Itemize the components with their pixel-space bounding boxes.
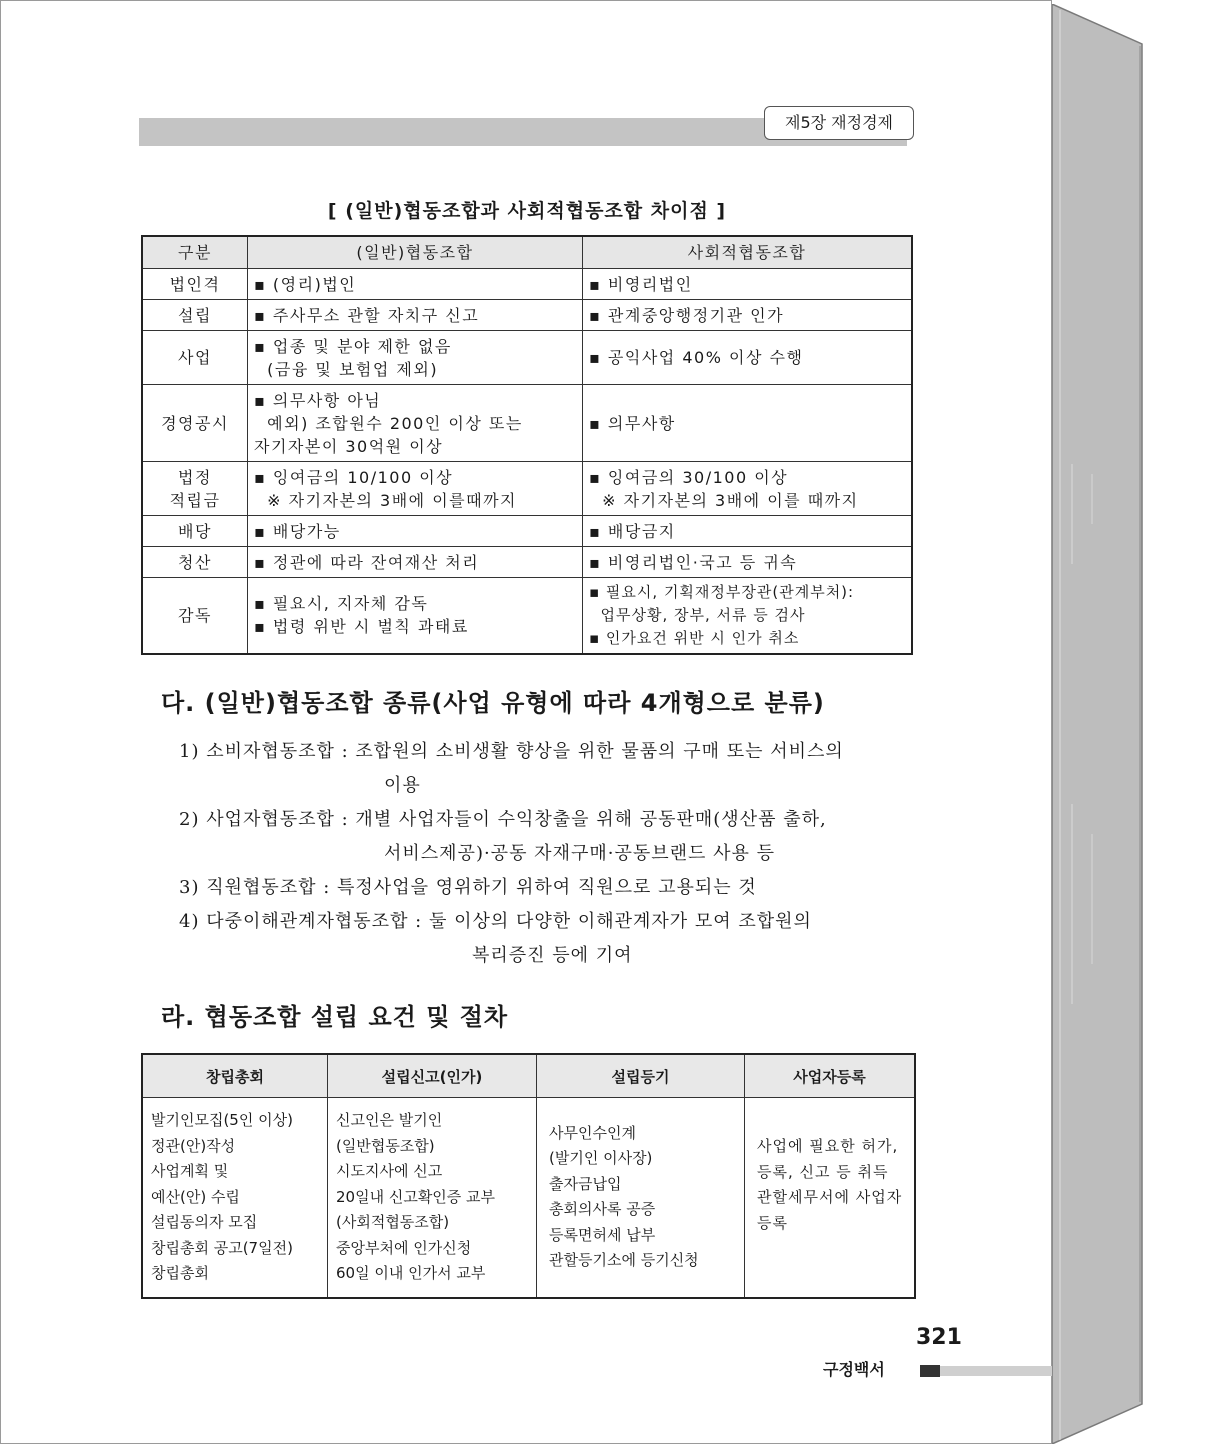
social-cell: ▪ 관계중앙행정기관 인가 bbox=[583, 300, 913, 331]
row-label: 배당 bbox=[142, 516, 248, 547]
general-cell: ▪ 잉여금의 10/100 이상 ※ 자기자본의 3배에 이를때까지 bbox=[248, 462, 583, 516]
incorporation-registry-steps: 사무인수인계 (발기인 이사장) 출자금납입 총회의사록 공증 등록면허세 납부 관할등기소에 등기신청 bbox=[537, 1098, 745, 1298]
list-item: 3) 직원협동조합 : 특정사업을 영위하기 위하여 직원으로 고용되는 것 bbox=[179, 877, 757, 898]
list-item-continuation: 복리증진 등에 기여 bbox=[472, 945, 633, 966]
social-cell: ▪ 비영리법인·국고 등 귀속 bbox=[583, 547, 913, 578]
general-cell: ▪ 필요시, 지자체 감독 ▪ 법령 위반 시 벌칙 과태료 bbox=[248, 578, 583, 654]
row-label: 감독 bbox=[142, 578, 248, 654]
row-label: 법인격 bbox=[142, 269, 248, 300]
table-row bbox=[142, 269, 912, 300]
row-label: 청산 bbox=[142, 547, 248, 578]
general-cell: ▪ 의무사항 아님 예외) 조합원수 200인 이상 또는 자기자본이 30억원 이상 bbox=[248, 385, 583, 462]
list-item-continuation: 이용 bbox=[384, 775, 421, 796]
business-registration-steps: 사업에 필요한 허가, 등록, 신고 등 취득 관할세무서에 사업자 등록 bbox=[745, 1098, 916, 1298]
row-label: 설립 bbox=[142, 300, 248, 331]
social-cell: ▪ 의무사항 bbox=[583, 385, 913, 462]
footer-marker bbox=[920, 1365, 940, 1377]
list-item: 1) 소비자협동조합 : 조합원의 소비생활 향상을 위한 물품의 구매 또는 서비스의 bbox=[179, 741, 844, 762]
section-title-ra: 라. 협동조합 설립 요건 및 절차 bbox=[161, 1003, 509, 1031]
procedure-header-row bbox=[142, 1054, 915, 1098]
general-cell: ▪ 배당가능 bbox=[248, 516, 583, 547]
table-row bbox=[142, 462, 912, 516]
page-number: 321 bbox=[916, 1325, 962, 1350]
general-cell: ▪ 주사무소 관할 자치구 신고 bbox=[248, 300, 583, 331]
procedure-row bbox=[142, 1098, 915, 1298]
list-item-continuation: 서비스제공)·공동 자재구매·공동브랜드 사용 등 bbox=[384, 843, 776, 864]
general-cell: ▪ 업종 및 분야 제한 없음 (금융 및 보험업 제외) bbox=[248, 331, 583, 385]
table-row bbox=[142, 331, 912, 385]
comparison-table bbox=[141, 235, 913, 655]
table-row bbox=[142, 385, 912, 462]
social-cell: ▪ 공익사업 40% 이상 수행 bbox=[583, 331, 913, 385]
table-row bbox=[142, 578, 912, 654]
row-label: 사업 bbox=[142, 331, 248, 385]
footer-bar bbox=[940, 1366, 1052, 1376]
header-social-coop: 사회적협동조합 bbox=[583, 236, 913, 269]
social-cell: ▪ 필요시, 기획재정부장관(관계부처): 업무상황, 장부, 서류 등 검사 ▪ 인가요건 위반 시 인가 취소 bbox=[583, 578, 913, 654]
list-item: 4) 다중이해관계자협동조합 : 둘 이상의 다양한 이해관계자가 모여 조합원의 bbox=[179, 911, 812, 932]
header-category: 구분 bbox=[142, 236, 248, 269]
social-cell: ▪ 비영리법인 bbox=[583, 269, 913, 300]
table-row bbox=[142, 300, 912, 331]
header-founding-meeting: 창립총회 bbox=[142, 1054, 328, 1098]
social-cell: ▪ 배당금지 bbox=[583, 516, 913, 547]
header-registration-filing: 설립신고(인가) bbox=[328, 1054, 537, 1098]
chapter-tag: 제5장 재정경제 bbox=[764, 106, 914, 140]
registration-filing-steps: 신고인은 발기인 (일반협동조합) 시도지사에 신고 20일내 신고확인증 교부 (사회적협동조합) 중앙부처에 인가신청 60일 이내 인가서 교부 bbox=[328, 1098, 537, 1298]
header-business-registration: 사업자등록 bbox=[745, 1054, 916, 1098]
book-page-edges bbox=[1052, 4, 1144, 1444]
header-general-coop: (일반)협동조합 bbox=[248, 236, 583, 269]
founding-meeting-steps: 발기인모집(5인 이상) 정관(안)작성 사업계획 및 예산(안) 수립 설립동의자 모집 창립총회 공고(7일전) 창립총회 bbox=[142, 1098, 328, 1298]
general-cell: ▪ (영리)법인 bbox=[248, 269, 583, 300]
procedure-table bbox=[141, 1053, 916, 1299]
section-title-da: 다. (일반)협동조합 종류(사업 유형에 따라 4개형으로 분류) bbox=[161, 689, 825, 717]
table-caption: [ (일반)협동조합과 사회적협동조합 차이점 ] bbox=[327, 200, 727, 222]
table-row bbox=[142, 516, 912, 547]
row-label: 경영공시 bbox=[142, 385, 248, 462]
coop-type-list bbox=[179, 735, 919, 973]
header-incorporation-registry: 설립등기 bbox=[537, 1054, 745, 1098]
footer-label: 구정백서 bbox=[823, 1360, 885, 1379]
social-cell: ▪ 잉여금의 30/100 이상 ※ 자기자본의 3배에 이를 때까지 bbox=[583, 462, 913, 516]
row-label: 법정 적립금 bbox=[142, 462, 248, 516]
table-row bbox=[142, 547, 912, 578]
list-item: 2) 사업자협동조합 : 개별 사업자들이 수익창출을 위해 공동판매(생산품 출하, bbox=[179, 809, 827, 830]
table-header-row bbox=[142, 236, 912, 269]
general-cell: ▪ 정관에 따라 잔여재산 처리 bbox=[248, 547, 583, 578]
